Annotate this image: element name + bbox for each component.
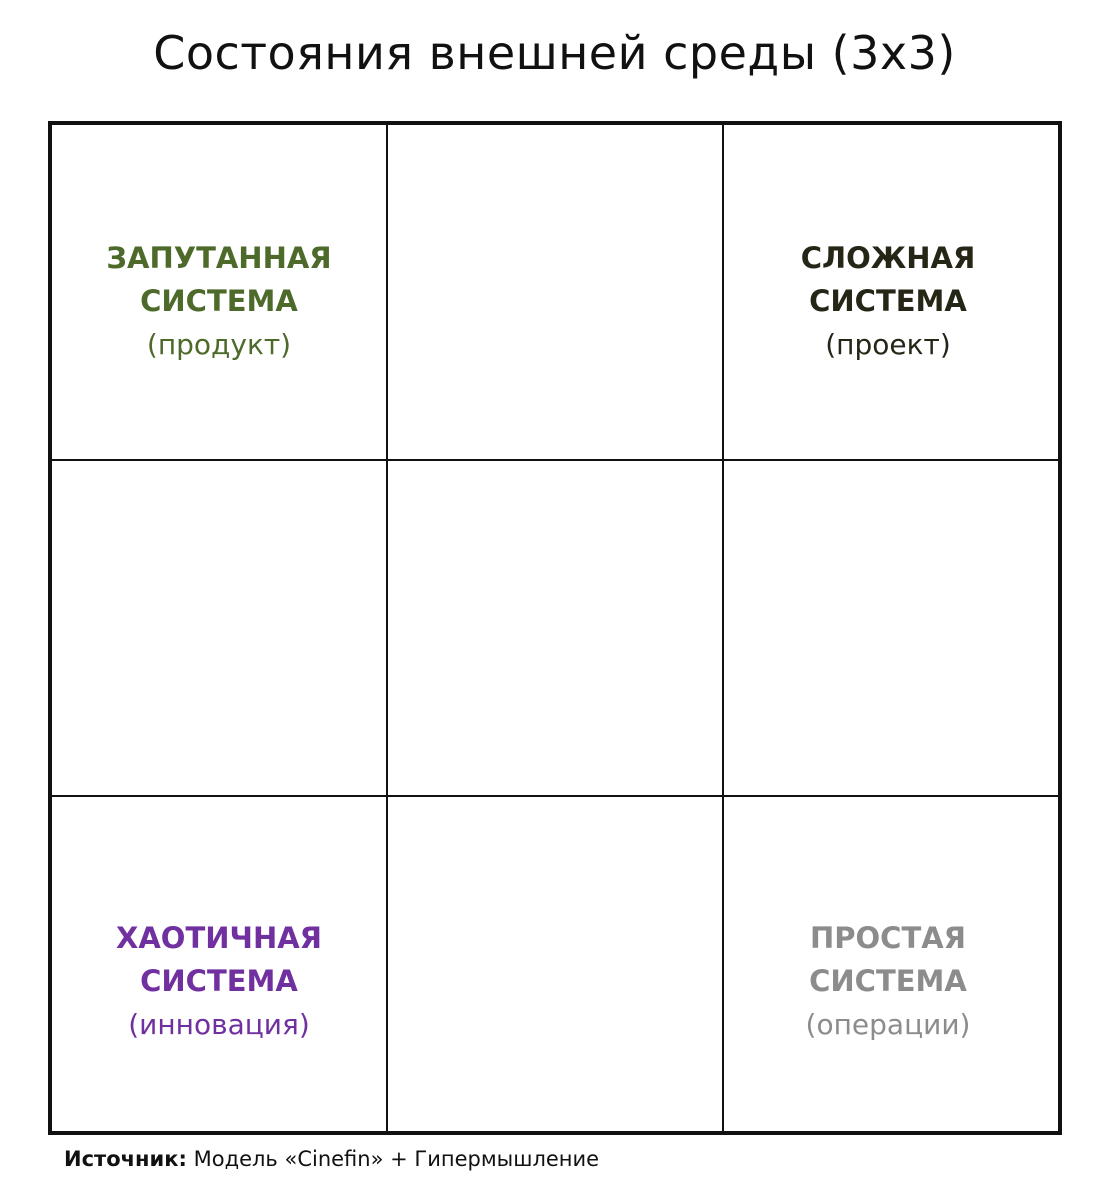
grid-line-horizontal-1 (52, 459, 1058, 461)
diagram-title: Состояния внешней среды (3х3) (153, 26, 956, 80)
source-text: Модель «Cinefin» + Гипермышление (186, 1147, 600, 1171)
cell-complex-system-name-1: СЛОЖНАЯ (800, 241, 976, 275)
cell-simple-system-sub: (операции) (805, 1008, 971, 1041)
cell-complicated-system-name-1: ЗАПУТАННАЯ (106, 241, 332, 275)
cell-chaotic-system-name-2: СИСТЕМА (140, 964, 298, 998)
cell-complex-system (723, 237, 1053, 366)
cell-complicated-system-name-2: СИСТЕМА (140, 284, 298, 318)
cell-complex-system-sub: (проект) (825, 328, 951, 361)
cell-simple-system-name-1: ПРОСТАЯ (809, 921, 967, 955)
cell-simple-system-name-2: СИСТЕМА (809, 964, 967, 998)
grid-line-vertical-1 (386, 125, 388, 1131)
cell-complicated-system (54, 237, 384, 366)
cell-chaotic-system (54, 917, 384, 1046)
source-label: Источник: (64, 1147, 187, 1171)
cell-simple-system (723, 917, 1053, 1046)
source-note (64, 1147, 599, 1171)
cell-chaotic-system-sub: (инновация) (128, 1008, 310, 1041)
cell-complicated-system-sub: (продукт) (146, 328, 292, 361)
matrix-3x3 (48, 121, 1062, 1135)
grid-line-horizontal-2 (52, 795, 1058, 797)
cell-complex-system-name-2: СИСТЕМА (809, 284, 967, 318)
cell-chaotic-system-name-1: ХАОТИЧНАЯ (116, 921, 322, 955)
